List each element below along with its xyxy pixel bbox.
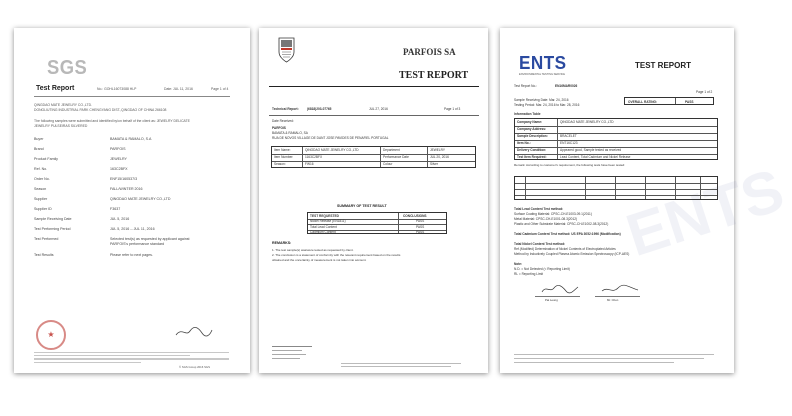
info-label: Company Name: xyxy=(517,120,543,124)
testing-period: Testing Period: Mar. 24, 2016 to Mar. 28, 2016 xyxy=(514,103,580,107)
footer-copyright: © SGS Group 2016 SGS xyxy=(179,365,210,369)
field-label: Ref. No. xyxy=(34,167,48,171)
ents-watermark: ENTS xyxy=(618,155,792,270)
method-line: Total Lead Content Test method: xyxy=(514,207,564,211)
summary-header: TEST REQUESTED xyxy=(310,213,339,218)
report-date: JUL 27, 2016 xyxy=(369,107,388,111)
header-divider xyxy=(269,86,479,87)
results-table xyxy=(514,176,718,200)
sgs-logo: SGS xyxy=(47,57,88,79)
summary-table xyxy=(307,212,447,234)
sample-description: The following samples were submitted and identified by/on behalf of the client as: JEWELRY DELICATE xyxy=(34,119,190,123)
report-number: EN16MAR0026 xyxy=(555,84,578,88)
page-title: TEST REPORT xyxy=(399,70,469,81)
info-value: Lead Content, Total Cadmium and Nickel Release xyxy=(560,155,631,159)
method-line: Surface Coating Material: CPSC-CH-E1003-09.1(2011) xyxy=(514,212,592,216)
remarks-title: REMARKS: xyxy=(272,241,292,245)
field-value: FALL/WINTER 2016 xyxy=(110,187,143,191)
ents-logo-subtitle: ENVIRONMENTAL TESTING SERVICE xyxy=(519,73,566,76)
info-table-title: Information Table xyxy=(514,112,541,116)
field-label: Supplier ID xyxy=(34,207,52,211)
client-name: QINGDAO MATE JEWELRY CO.,LTD. xyxy=(34,103,92,107)
summary-title: SUMMARY OF TEST RESULT xyxy=(337,204,387,208)
table-cell: Silver xyxy=(430,162,438,166)
overall-rating-box xyxy=(624,97,714,105)
date-received-label: Date Received: xyxy=(272,119,294,123)
summary-header: CONCLUSIONS xyxy=(403,213,427,218)
field-value: Please refer to next pages. xyxy=(110,253,153,257)
table-cell: Colour xyxy=(383,162,393,166)
buyer-name: BAMATA & RAMALO, SA xyxy=(272,131,308,135)
summary-cell: Total Lead Content xyxy=(310,224,337,229)
method-line: Note: xyxy=(514,262,523,266)
sgs-report-page xyxy=(14,28,250,373)
report-number: No.: GOHL16073088 HLP xyxy=(97,87,137,91)
method-line: Total Nickel Content Test method: xyxy=(514,242,566,246)
table-cell: JEWELRY xyxy=(430,148,445,152)
field-label: Order No. xyxy=(34,177,50,181)
page-title: Test Report xyxy=(36,85,75,92)
tech-report-label: Technical Report: xyxy=(272,107,299,111)
field-value: BAMATA & RAMALO, S.A xyxy=(110,137,152,141)
table-cell: Season: xyxy=(274,162,286,166)
applicant-name: PARFOIS xyxy=(272,126,286,130)
summary-cell: Nickel Release (EN1811) xyxy=(310,219,346,223)
field-value: JUL 5, 2016 -- JUL 11, 2016 xyxy=(110,227,155,231)
info-label: Company Address: xyxy=(517,127,547,131)
signature-line xyxy=(535,296,580,297)
fineprint-line xyxy=(514,362,674,363)
receiving-date: Sample Receiving Date: Mar. 24, 2016 xyxy=(514,98,569,102)
page-number: Page 1 of 4 xyxy=(211,87,229,91)
method-line: N.D. = Not Detected (< Reporting Limit) xyxy=(514,267,570,271)
signature-line xyxy=(595,296,640,297)
client-address: DONGLIUTING INDUSTRIAL PARK CHENGYANG DIST.,QINGDAO OF CHINA 266108 xyxy=(34,108,167,112)
overall-rating-value: PASS xyxy=(685,99,694,104)
signature-icon xyxy=(174,325,214,339)
table-cell: Item Name: xyxy=(274,148,291,152)
report-number: (6818)203-07765 xyxy=(307,107,332,111)
page-title: TEST REPORT xyxy=(635,61,692,70)
field-label: Test Results xyxy=(34,253,54,257)
field-label: Season xyxy=(34,187,47,191)
footer-fineprint xyxy=(34,352,229,365)
info-value: BRACELET xyxy=(560,134,577,138)
table-cell: Item Number: xyxy=(274,155,294,159)
remark-text: Remark: According to customer's requirement, the following tests have been tested: xyxy=(514,163,625,167)
table-cell: 1163C2BFX xyxy=(305,155,323,159)
field-label: Supplier xyxy=(34,197,48,201)
info-label: Test Item Required: xyxy=(517,155,547,159)
fineprint-line xyxy=(341,363,461,364)
info-value: Appeared good, Sample tested as received xyxy=(560,148,622,152)
company-name: PARFOIS SA xyxy=(403,47,456,57)
header-divider xyxy=(34,96,230,97)
bureau-veritas-logo-icon xyxy=(278,37,295,63)
summary-cell: PASS xyxy=(416,224,425,229)
field-value: JUL 5, 2016 xyxy=(110,217,130,221)
ents-logo: ENTS xyxy=(519,53,567,73)
method-line: RL = Reporting Limit xyxy=(514,272,544,276)
buyer-address: RUA DE NOVOS VILLAGE DE DANT JOSE PAVIDES DE PENAFIEL PORTUGAL xyxy=(272,136,389,140)
parfois-report-page xyxy=(259,28,488,373)
method-line: Metal Material: CPSC-CH-E1001-08.3(2012) xyxy=(514,217,578,221)
field-label: Product Family xyxy=(34,157,58,161)
method-line: Method by Inductively Coupled Plasma Atomic Emission Spectroscopy (ICP-AES) xyxy=(514,252,630,256)
official-stamp-icon: ★ xyxy=(36,320,66,350)
report-date: Date: JUL 11, 2016 xyxy=(164,87,193,91)
table-cell: JUL 20, 2016 xyxy=(430,155,449,159)
fineprint-line xyxy=(514,358,704,359)
overall-rating-label: OVERALL RATING: xyxy=(628,99,658,104)
info-label: Delivery Condition: xyxy=(517,148,547,152)
field-value: Selected test(s) as requested by applicant against xyxy=(110,237,190,241)
fineprint-line xyxy=(341,366,451,367)
signature-icon xyxy=(540,283,580,295)
field-value: 163C2BFX xyxy=(110,167,128,171)
info-label: Item No.: xyxy=(517,141,531,145)
information-table xyxy=(514,118,718,160)
summary-cell: Cadmium Content xyxy=(310,230,336,234)
field-label: Test Performed xyxy=(34,237,59,241)
summary-cell: PASS xyxy=(416,230,425,234)
field-value: QINGDAO MATE JEWELRY CO.,LTD xyxy=(110,197,171,201)
table-cell: FW16 xyxy=(305,162,314,166)
table-cell: Department xyxy=(383,148,400,152)
field-label: Sample Receiving Date xyxy=(34,217,72,221)
signature-line xyxy=(272,346,312,347)
fineprint-line xyxy=(514,354,714,355)
fineprint-line xyxy=(272,354,306,355)
field-label: Test Performing Period xyxy=(34,227,71,231)
fineprint-line xyxy=(272,358,300,359)
method-line: Total Cadmium Content Test method: US EPA 3052:1996 (Modification) xyxy=(514,232,621,236)
field-value: F3637 xyxy=(110,207,121,211)
signatory-name: Mr. Chen xyxy=(607,298,619,302)
page-number: Page 1 of 2 xyxy=(696,90,713,94)
sample-description-cont: JEWELRY PULSEIRAS SILVERED xyxy=(34,124,88,128)
info-value: ENT16C123 xyxy=(560,141,578,145)
summary-cell: PASS xyxy=(416,219,425,223)
field-label: Brand xyxy=(34,147,44,151)
field-label: Buyer xyxy=(34,137,44,141)
remark-line: 2. The conclusion is a statement of conformity with the relevant requirement based on the results xyxy=(272,253,401,257)
remark-line: 1. The test sample(s) was/were tested as requested by client. xyxy=(272,248,354,252)
field-value: JEWELRY xyxy=(110,157,127,161)
field-value: ENF15/160537/3 xyxy=(110,177,138,181)
method-line: Ref.(Modified) Determination of Nickel Contents of Electroplated Articles xyxy=(514,247,616,251)
item-info-table xyxy=(271,146,476,168)
ents-report-page xyxy=(500,28,792,373)
info-label: Sample Description: xyxy=(517,134,548,138)
field-value: PARFOIS xyxy=(110,147,126,151)
info-value: QINGDAO MATE JEWELRY CO.,LTD xyxy=(560,120,614,124)
method-line: Plastic and Other Substrate Material: CPSC-CH-E1002-08.3(2012) xyxy=(514,222,609,226)
fineprint-line xyxy=(272,350,302,351)
table-cell: QINGDAO MATE JEWELRY CO.,LTD xyxy=(305,148,359,152)
signatory-name: Pat Leung xyxy=(545,298,558,302)
signature-icon xyxy=(600,283,640,295)
report-number-label: Test Report No.: xyxy=(514,84,538,88)
divider xyxy=(269,115,479,116)
field-value: PARFOIS's performance standard xyxy=(110,242,165,246)
remark-line: obtained and the uncertainty of measurement is not taken into account. xyxy=(272,258,367,262)
table-cell: Performance Date xyxy=(383,155,409,159)
page-number: Page 1 of 3 xyxy=(444,107,461,111)
